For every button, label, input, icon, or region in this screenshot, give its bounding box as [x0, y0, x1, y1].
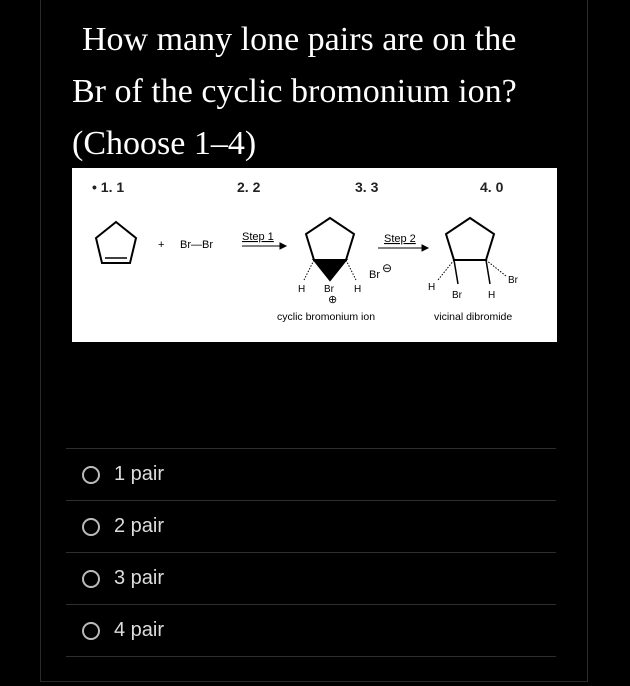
question-line-3: (Choose 1–4): [72, 125, 257, 162]
dibromide-br-right: Br: [508, 275, 518, 286]
radio-button-icon[interactable]: [82, 622, 100, 640]
bromonium-br: Br: [324, 284, 334, 295]
reaction-figure: [72, 168, 557, 342]
answer-option-4[interactable]: [66, 604, 556, 657]
dibromide-caption: vicinal dibromide: [434, 311, 513, 323]
dibromide-h-left: H: [428, 282, 436, 293]
step2-label: Step 2: [384, 233, 416, 245]
reaction-diagram: [72, 168, 557, 342]
bromonium-h-right: H: [354, 284, 362, 295]
dibromide-h-bottom: H: [488, 290, 496, 301]
answer-option-2[interactable]: [66, 500, 556, 552]
figure-number-1: • 1. 1: [92, 179, 125, 195]
answer-option-label: 3 pair: [114, 567, 165, 589]
vicinal-dibromide: [438, 218, 506, 284]
plus-sign: +: [158, 239, 165, 251]
figure-number-2: 2. 2: [237, 179, 261, 195]
radio-button-icon[interactable]: [82, 570, 100, 588]
cyclopentene-molecule: [96, 222, 136, 263]
answer-option-label: 2 pair: [114, 515, 165, 537]
answer-option-1[interactable]: [66, 448, 556, 500]
radio-button-icon[interactable]: [82, 466, 100, 484]
bromonium-positive-charge: ⊕: [328, 294, 338, 306]
question-text: [72, 14, 552, 170]
answer-option-3[interactable]: [66, 552, 556, 604]
bromine-reagent: Br—Br: [180, 239, 213, 251]
figure-number-3: 3. 3: [355, 179, 379, 195]
question-line-1: How many lone pairs are on the: [82, 21, 517, 58]
answer-option-label: 4 pair: [114, 619, 165, 641]
bromide-negative-charge: ⊖: [382, 261, 393, 275]
answer-options: [66, 448, 556, 657]
figure-number-4: 4. 0: [480, 179, 504, 195]
bromonium-ion: [304, 218, 356, 280]
radio-button-icon[interactable]: [82, 518, 100, 536]
bromonium-caption: cyclic bromonium ion: [277, 311, 376, 323]
answer-option-label: 1 pair: [114, 463, 165, 485]
step1-arrow: [242, 243, 286, 249]
step2-arrow: [378, 245, 428, 251]
question-line-2: Br of the cyclic bromonium ion?: [72, 73, 517, 110]
bromonium-h-left: H: [298, 284, 306, 295]
bromide-ion: Br: [369, 269, 380, 281]
step1-label: Step 1: [242, 231, 274, 243]
dibromide-br-bottom: Br: [452, 290, 462, 301]
